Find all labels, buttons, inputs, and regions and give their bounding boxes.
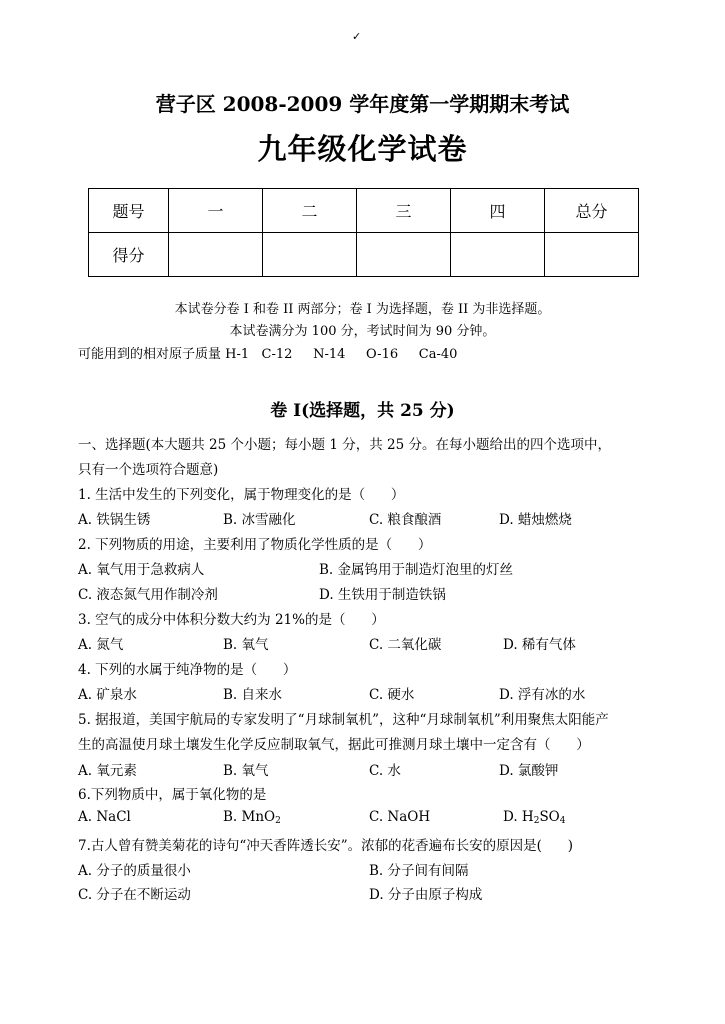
atomic-masses: 可能用到的相对原子质量 H-1 C-12 N-14 O-16 Ca-40 [78, 347, 458, 362]
option[interactable]: B. 金属钨用于制造灯泡里的灯丝 [319, 562, 514, 578]
table-cell: 一 [169, 189, 263, 233]
intro-line: 本试卷分卷 I 和卷 II 两部分；卷 I 为选择题，卷 II 为非选择题。 [174, 302, 551, 317]
table-row [89, 233, 639, 277]
question-stem: 2. 下列物质的用途，主要利用了物质化学性质的是（ ） [78, 537, 432, 553]
option[interactable]: A. 氧元素 [78, 763, 137, 779]
table-cell: 题号 [89, 189, 169, 233]
option[interactable]: B. 冰雪融化 [223, 512, 296, 528]
question-stem-continued: 生的高温使月球土壤发生化学反应制取氧气，据此可推测月球土壤中一定含有（ ） [78, 737, 590, 753]
option-text: D. H [503, 809, 534, 825]
option[interactable]: C. NaOH [369, 809, 431, 825]
option[interactable]: C. 分子在不断运动 [78, 887, 191, 903]
option-text: B. MnO [223, 809, 276, 825]
question-stem: 4. 下列的水属于纯净物的是（ ） [78, 662, 297, 678]
table-cell: 四 [451, 189, 545, 233]
option[interactable]: A. 分子的质量很小 [78, 863, 191, 879]
score-table [88, 188, 639, 277]
option[interactable]: B. 分子间有间隔 [369, 863, 469, 879]
option[interactable]: D. 生铁用于制造铁锅 [319, 587, 446, 603]
check-mark: ✓ [352, 30, 362, 43]
option[interactable]: C. 硬水 [369, 687, 415, 703]
option-text: SO [539, 809, 560, 825]
score-input-cell[interactable] [357, 233, 451, 277]
option[interactable] [503, 809, 566, 826]
option[interactable]: A. 氧气用于急救病人 [78, 562, 205, 578]
option[interactable] [223, 809, 281, 826]
table-cell: 三 [357, 189, 451, 233]
option[interactable]: D. 分子由原子构成 [369, 887, 483, 903]
table-cell: 总分 [545, 189, 639, 233]
option[interactable]: C. 水 [369, 763, 401, 779]
subscript: 2 [275, 816, 281, 826]
exam-title: 营子区 2008-2009 学年度第一学期期末考试 [155, 92, 570, 116]
option[interactable]: A. 铁锅生锈 [78, 512, 151, 528]
question-stem: 6.下列物质中，属于氧化物的是 [78, 787, 267, 803]
intro-line: 本试卷满分为 100 分，考试时间为 90 分钟。 [229, 324, 496, 339]
score-input-cell[interactable] [545, 233, 639, 277]
option[interactable]: C. 液态氮气用作制冷剂 [78, 587, 218, 603]
table-row [89, 189, 639, 233]
subscript: 2 [533, 816, 540, 826]
score-input-cell[interactable] [451, 233, 545, 277]
table-cell: 二 [263, 189, 357, 233]
option[interactable]: D. 浮有冰的水 [499, 687, 586, 703]
score-input-cell[interactable] [263, 233, 357, 277]
section-title: 卷 I(选择题，共 25 分) [270, 401, 455, 421]
option[interactable]: D. 稀有气体 [503, 637, 576, 653]
question-stem: 3. 空气的成分中体积分数大约为 21%的是（ ） [78, 612, 385, 628]
instructions-line: 一、选择题(本大题共 25 个小题；每小题 1 分，共 25 分。在每小题给出的四个选项中， [78, 437, 611, 453]
option[interactable]: B. 自来水 [223, 687, 283, 703]
option[interactable]: B. 氧气 [223, 637, 269, 653]
paper-title: 九年级化学试卷 [257, 132, 468, 166]
subscript: 4 [559, 816, 566, 826]
instructions-line: 只有一个选项符合题意) [78, 462, 219, 478]
option[interactable]: C. 粮食酿酒 [369, 512, 442, 528]
option[interactable]: B. 氧气 [223, 763, 269, 779]
question-stem: 5. 据报道，美国宇航局的专家发明了“月球制氧机”，这种“月球制氧机”利用聚焦太阳能产 [78, 712, 609, 728]
option[interactable]: A. 矿泉水 [78, 687, 137, 703]
option[interactable]: A. 氮气 [78, 637, 124, 653]
option[interactable]: D. 氯酸钾 [499, 763, 559, 779]
question-stem: 1. 生活中发生的下列变化，属于物理变化的是（ ） [78, 487, 405, 503]
score-input-cell[interactable] [169, 233, 263, 277]
table-cell: 得分 [89, 233, 169, 277]
option[interactable]: A. NaCl [78, 809, 131, 825]
option[interactable]: D. 蜡烛燃烧 [499, 512, 572, 528]
option[interactable]: C. 二氧化碳 [369, 637, 442, 653]
question-stem: 7.古人曾有赞美菊花的诗句“冲天香阵透长安”。浓郁的花香遍布长安的原因是( ) [78, 838, 573, 854]
